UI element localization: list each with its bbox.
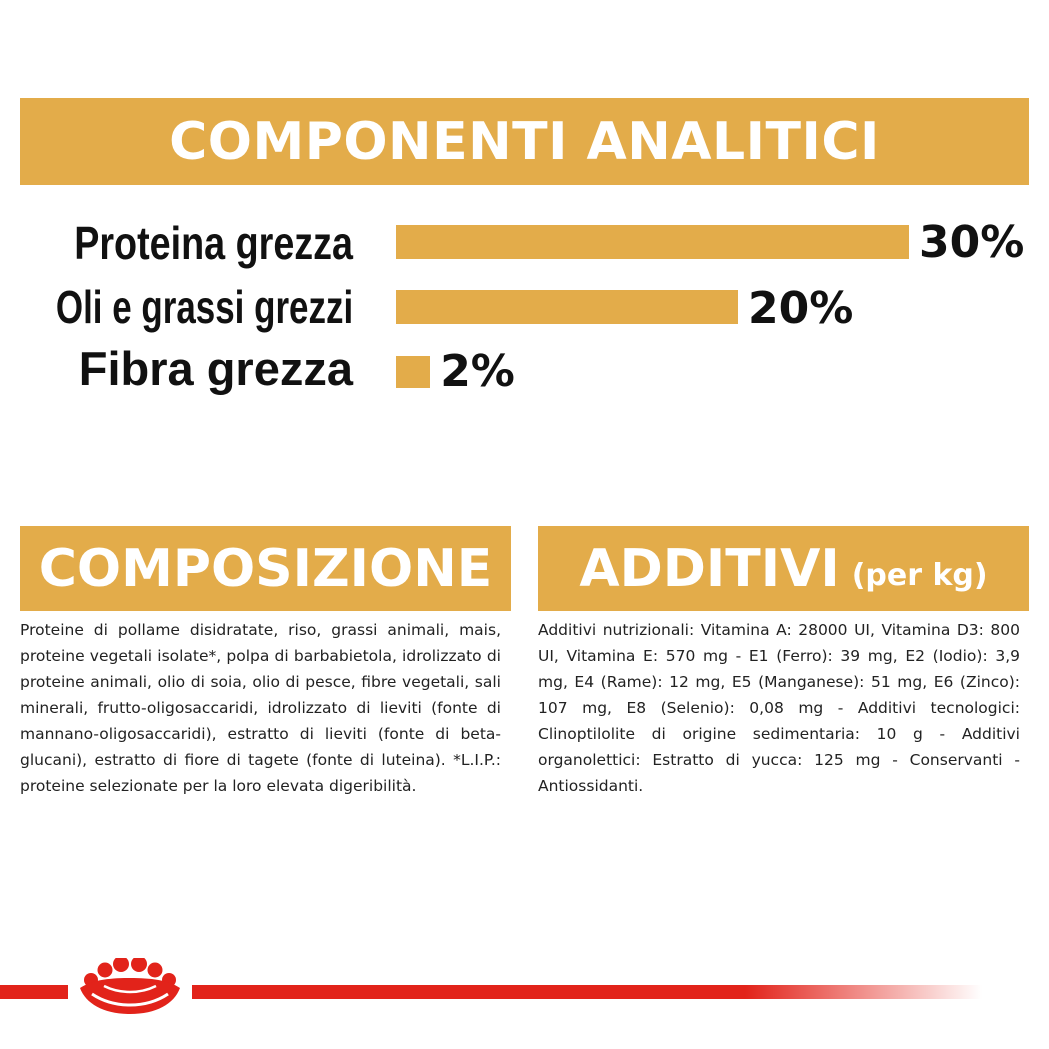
additives-banner [538, 526, 1029, 611]
row-value-fat: 20% [748, 283, 854, 334]
composition-text: Proteine di pollame disidratate, riso, grassi animali, mais, proteine vegetali isolate*, polpa di barbabietola, idrolizzato di proteine animali, olio di soia, olio di pesce, fibre vegetali, sali minerali, frutto-oligosaccaridi, idrolizzato di lieviti (fonte di mannano-oligosaccaridi), estratto di lieviti (fonte di beta-glucani), estratto di fiore di tagete (fonte di luteina). *L.I.P.: proteine selezionate per la loro elevata digeribilità. [20, 621, 501, 795]
row-bar-protein [396, 225, 909, 259]
analytic-components-banner [20, 98, 1029, 185]
footer-brand-line-left [0, 985, 68, 999]
additives-text: Additivi nutrizionali: Vitamina A: 28000 UI, Vitamina D3: 800 UI, Vitamina E: 570 mg - E1 (Ferro): 39 mg, E2 (Iodio): 3,9 mg, E4 (Rame): 12 mg, E5 (Manganese): 51 mg, E6 (Zinco): 107 mg, E8 (Selenio): 0,08 mg - Additivi tecnologici: Clinoptilolite di origine sedimentaria: 10 g - Additivi organolettici: Estratto di yucca: 125 mg - Conservanti - Antiossidanti. [538, 621, 1020, 795]
row-bar-fiber [396, 356, 430, 388]
row-label-fat: Oli e grassi grezzi [55, 281, 353, 333]
row-value-protein: 30% [919, 217, 1025, 268]
footer-brand-line-right [192, 985, 982, 999]
additives-title: ADDITIVI [579, 538, 840, 599]
row-label-protein: Proteina grezza [74, 217, 353, 269]
composition-title: COMPOSIZIONE [38, 538, 493, 599]
additives-unit: (per kg) [851, 558, 988, 593]
analytic-components-title: COMPONENTI ANALITICI [169, 111, 880, 172]
row-bar-fat [396, 290, 738, 324]
composition-banner [20, 526, 511, 611]
row-label-fiber: Fibra grezza [78, 342, 353, 395]
royal-canin-crown-icon [74, 958, 186, 1020]
row-value-fiber: 2% [440, 346, 515, 397]
